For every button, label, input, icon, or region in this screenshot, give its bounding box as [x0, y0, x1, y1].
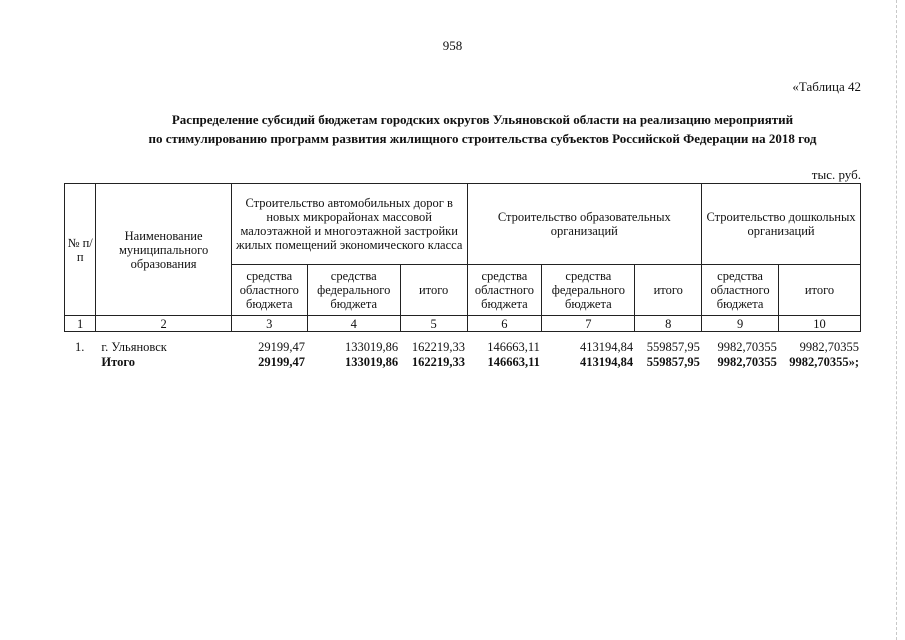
total-value: 162219,33	[411, 355, 465, 369]
units-label: тыс. руб.	[811, 167, 861, 182]
column-number: 5	[400, 316, 467, 332]
header-education: Строительство образовательных организаций	[467, 184, 702, 265]
row-value: 133019,86	[345, 340, 399, 354]
table-row	[64, 340, 861, 355]
subheader-regional: средства областного бюджета	[231, 265, 307, 316]
row-value: 559857,95	[646, 340, 700, 354]
column-number: 3	[231, 316, 307, 332]
subheader-regional: средства областного бюджета	[467, 265, 542, 316]
column-number: 8	[635, 316, 702, 332]
total-label: Итого	[101, 355, 135, 369]
row-value: 9982,70355	[717, 340, 777, 354]
column-number: 4	[307, 316, 400, 332]
column-number: 6	[467, 316, 542, 332]
total-value: 9982,70355	[717, 355, 777, 369]
subheader-federal: средства федерального бюджета	[307, 265, 400, 316]
column-number: 7	[542, 316, 635, 332]
row-value: 162219,33	[411, 340, 465, 354]
subheader-regional: средства областного бюджета	[702, 265, 779, 316]
total-value: 133019,86	[345, 355, 399, 369]
total-value: 29199,47	[258, 355, 306, 369]
row-value: 413194,84	[579, 340, 634, 354]
subheader-total: итого	[779, 265, 861, 316]
total-value: 413194,84	[579, 355, 634, 369]
table-reference: «Таблица 42	[792, 79, 861, 94]
scan-edge-line	[895, 0, 897, 640]
subsidy-table-body	[64, 340, 861, 370]
row-value: 9982,70355	[799, 340, 859, 354]
subheader-total: итого	[400, 265, 467, 316]
subheader-federal: средства федерального бюджета	[542, 265, 635, 316]
total-row	[64, 355, 861, 370]
row-number: 1.	[75, 340, 85, 354]
total-number	[64, 355, 95, 370]
header-name: Наименование муниципального образования	[96, 184, 232, 316]
column-number: 10	[779, 316, 861, 332]
column-number: 2	[96, 316, 232, 332]
row-municipality: г. Ульяновск	[101, 340, 167, 354]
title-line-1: Распределение субсидий бюджетам городских округов Ульяновской области на реализацию мероприятий	[171, 112, 794, 127]
header-num: № п/п	[65, 184, 96, 316]
title-line-2: по стимулированию программ развития жилищного строительства субъектов Российской Федерации на 2018 год	[148, 131, 817, 146]
column-number: 9	[702, 316, 779, 332]
row-value: 146663,11	[487, 340, 540, 354]
subsidy-table-header	[64, 183, 861, 332]
page-number: 958	[442, 38, 463, 53]
document-title	[0, 110, 905, 148]
total-value: 559857,95	[646, 355, 700, 369]
subheader-total: итого	[635, 265, 702, 316]
total-value: 146663,11	[487, 355, 540, 369]
column-number: 1	[65, 316, 96, 332]
total-value: 9982,70355»;	[789, 355, 859, 369]
header-roads: Строительство автомобильных дорог в новых микрорайонах массовой малоэтажной и многоэтажной застройки жилых помещений экономического класса	[231, 184, 467, 265]
row-value: 29199,47	[258, 340, 306, 354]
header-preschool: Строительство дошкольных организаций	[702, 184, 861, 265]
